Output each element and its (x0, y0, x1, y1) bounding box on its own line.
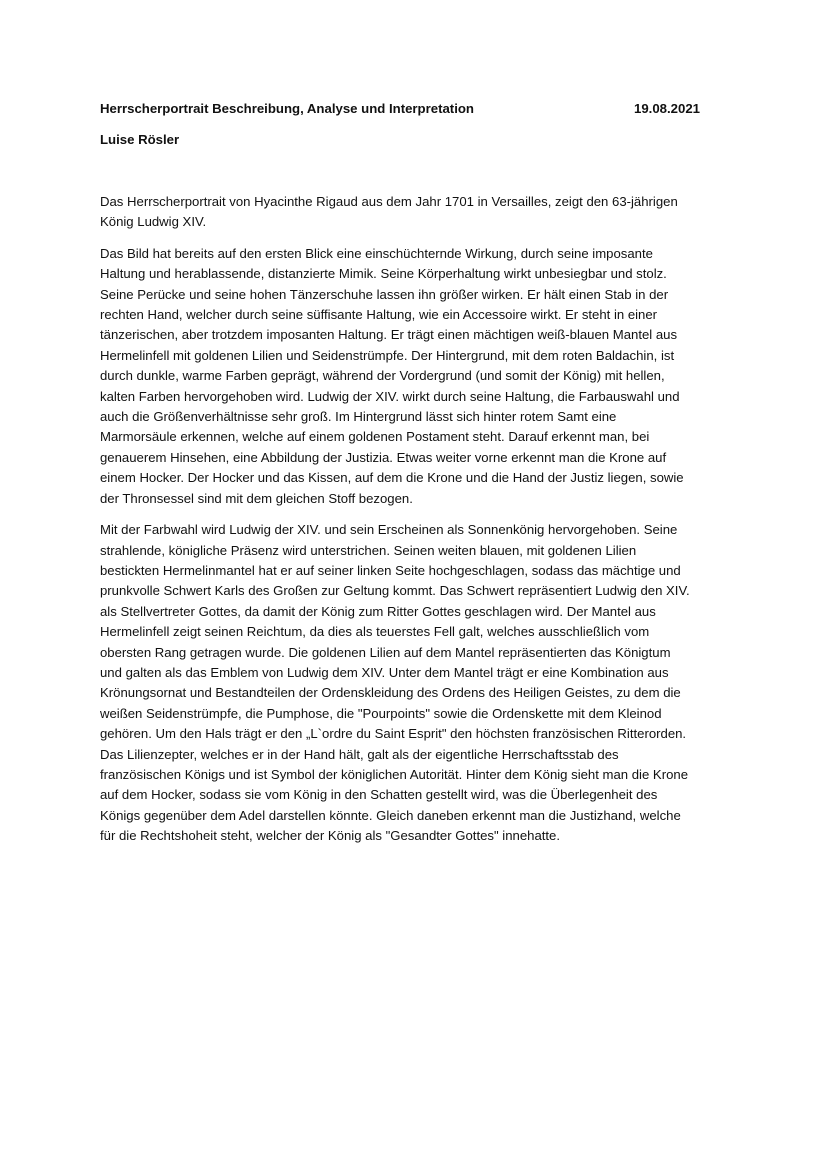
paragraph-intro (100, 192, 722, 233)
text-line: einem Hocker. Der Hocker und das Kissen, auf dem die Krone und die Hand der Justiz liegen, sowie (100, 470, 684, 486)
text-line: obersten Rang getragen wurde. Die goldenen Lilien auf dem Mantel repräsentierten das Königtum (100, 644, 671, 660)
paragraph-description (100, 244, 722, 509)
document-body (100, 192, 722, 858)
text-line: Hermelinfell mit goldenen Lilien und Seidenstrümpfe. Der Hintergrund, mit dem roten Baldachin, ist (100, 347, 675, 363)
text-line: tänzerischen, aber trotzdem imposanten Haltung. Er trägt einen mächtigen weiß-blauen Mantel aus (100, 327, 678, 343)
text-line: Königs gegenüber dem Adel darstellen könnte. Gleich daneben erkennt man die Justizhand, welche (100, 807, 681, 823)
text-line: rechten Hand, welcher durch seine süffisante Haltung, wie ein Accessoire wirkt. Er steht in einer (100, 307, 658, 323)
text-line: strahlende, königliche Präsenz wird unterstrichen. Seinen weiten blauen, mit goldenen Lilien (100, 542, 637, 558)
text-line: Krönungsornat und Bestandteilen der Ordenskleidung des Ordens des Heiligen Geistes, zu dem die (100, 685, 681, 701)
text-line: französischen Königs und ist Symbol der königlichen Autorität. Hinter dem König sieht man die Krone (100, 766, 688, 782)
text-line: Seine Perücke und seine hohen Tänzerschuhe lassen ihn größer wirken. Er hält einen Stab in der (100, 286, 669, 302)
text-line: auch die Größenverhältnisse sehr groß. Im Hintergrund lässt sich hinter rotem Samt eine (100, 409, 617, 425)
text-line: Das Bild hat bereits auf den ersten Blick eine einschüchternde Wirkung, durch seine imposante (100, 245, 653, 261)
text-line: Mit der Farbwahl wird Ludwig der XIV. und sein Erscheinen als Sonnenkönig hervorgehoben. Seine (100, 522, 678, 538)
text-line: Hermelinfell zeigt seinen Reichtum, da dies als teuerstes Fell galt, welches ausschließlich vom (100, 624, 650, 640)
text-line: genauerem Hinsehen, eine Abbildung der Justizia. Etwas weiter vorne erkennt man die Krone auf (100, 449, 667, 465)
document-date: 19.08.2021 (633, 101, 700, 116)
paragraph-analysis (100, 520, 722, 847)
text-line: bestickten Hermelinmantel hat er auf seiner linken Seite hochgeschlagen, sodass das mächtige und (100, 562, 681, 578)
text-line: und galten als das Emblem von Ludwig dem XIV. Unter dem Mantel trägt er eine Kombination aus (100, 664, 669, 680)
text-line: gehören. Um den Hals trägt er den „L`ordre du Saint Esprit" den höchsten französischen Ritterorden. (100, 726, 687, 742)
text-line: der Thronsessel sind mit dem gleichen Stoff bezogen. (100, 490, 413, 506)
document-title: Herrscherportrait Beschreibung, Analyse und Interpretation (100, 101, 474, 116)
text-line: Marmorsäule erkennen, welche auf einem goldenen Postament steht. Darauf erkennt man, bei (100, 429, 650, 445)
text-line: für die Rechtshoheit steht, welcher der König als "Gesandter Gottes" innehatte. (100, 828, 561, 844)
document-header (100, 99, 710, 119)
text-line: Das Lilienzepter, welches er in der Hand hält, galt als der eigentliche Herrschaftsstab des (100, 746, 619, 762)
text-line: König Ludwig XIV. (100, 214, 207, 230)
text-line: auf dem Hocker, sodass sie vom König in den Schatten gestellt wird, was die Überlegenheit des (100, 787, 658, 803)
text-line: weißen Seidenstrümpfe, die Pumphose, die "Pourpoints" sowie die Ordenskette mit dem Kleinod (100, 705, 662, 721)
text-line: Das Herrscherportrait von Hyacinthe Rigaud aus dem Jahr 1701 in Versailles, zeigt den 63-jährigen (100, 194, 678, 209)
text-line: durch dunkle, warme Farben geprägt, während der Vordergrund (und somit der König) mit hellen, (100, 368, 665, 384)
document-author: Luise Rösler (100, 132, 180, 147)
text-line: prunkvolle Schwert Karls des Großen zur Geltung kommt. Das Schwert repräsentiert Ludwig den XIV. (100, 583, 690, 599)
text-line: Haltung und herablassende, distanzierte Mimik. Seine Körperhaltung wirkt unbesiegbar und stolz. (100, 266, 667, 282)
text-line: kalten Farben hervorgehoben wird. Ludwig der XIV. wirkt durch seine Haltung, die Farbauswahl und (100, 388, 680, 404)
text-line: als Stellvertreter Gottes, da damit der König zum Ritter Gottes geschlagen wird. Der Mantel aus (100, 603, 656, 619)
